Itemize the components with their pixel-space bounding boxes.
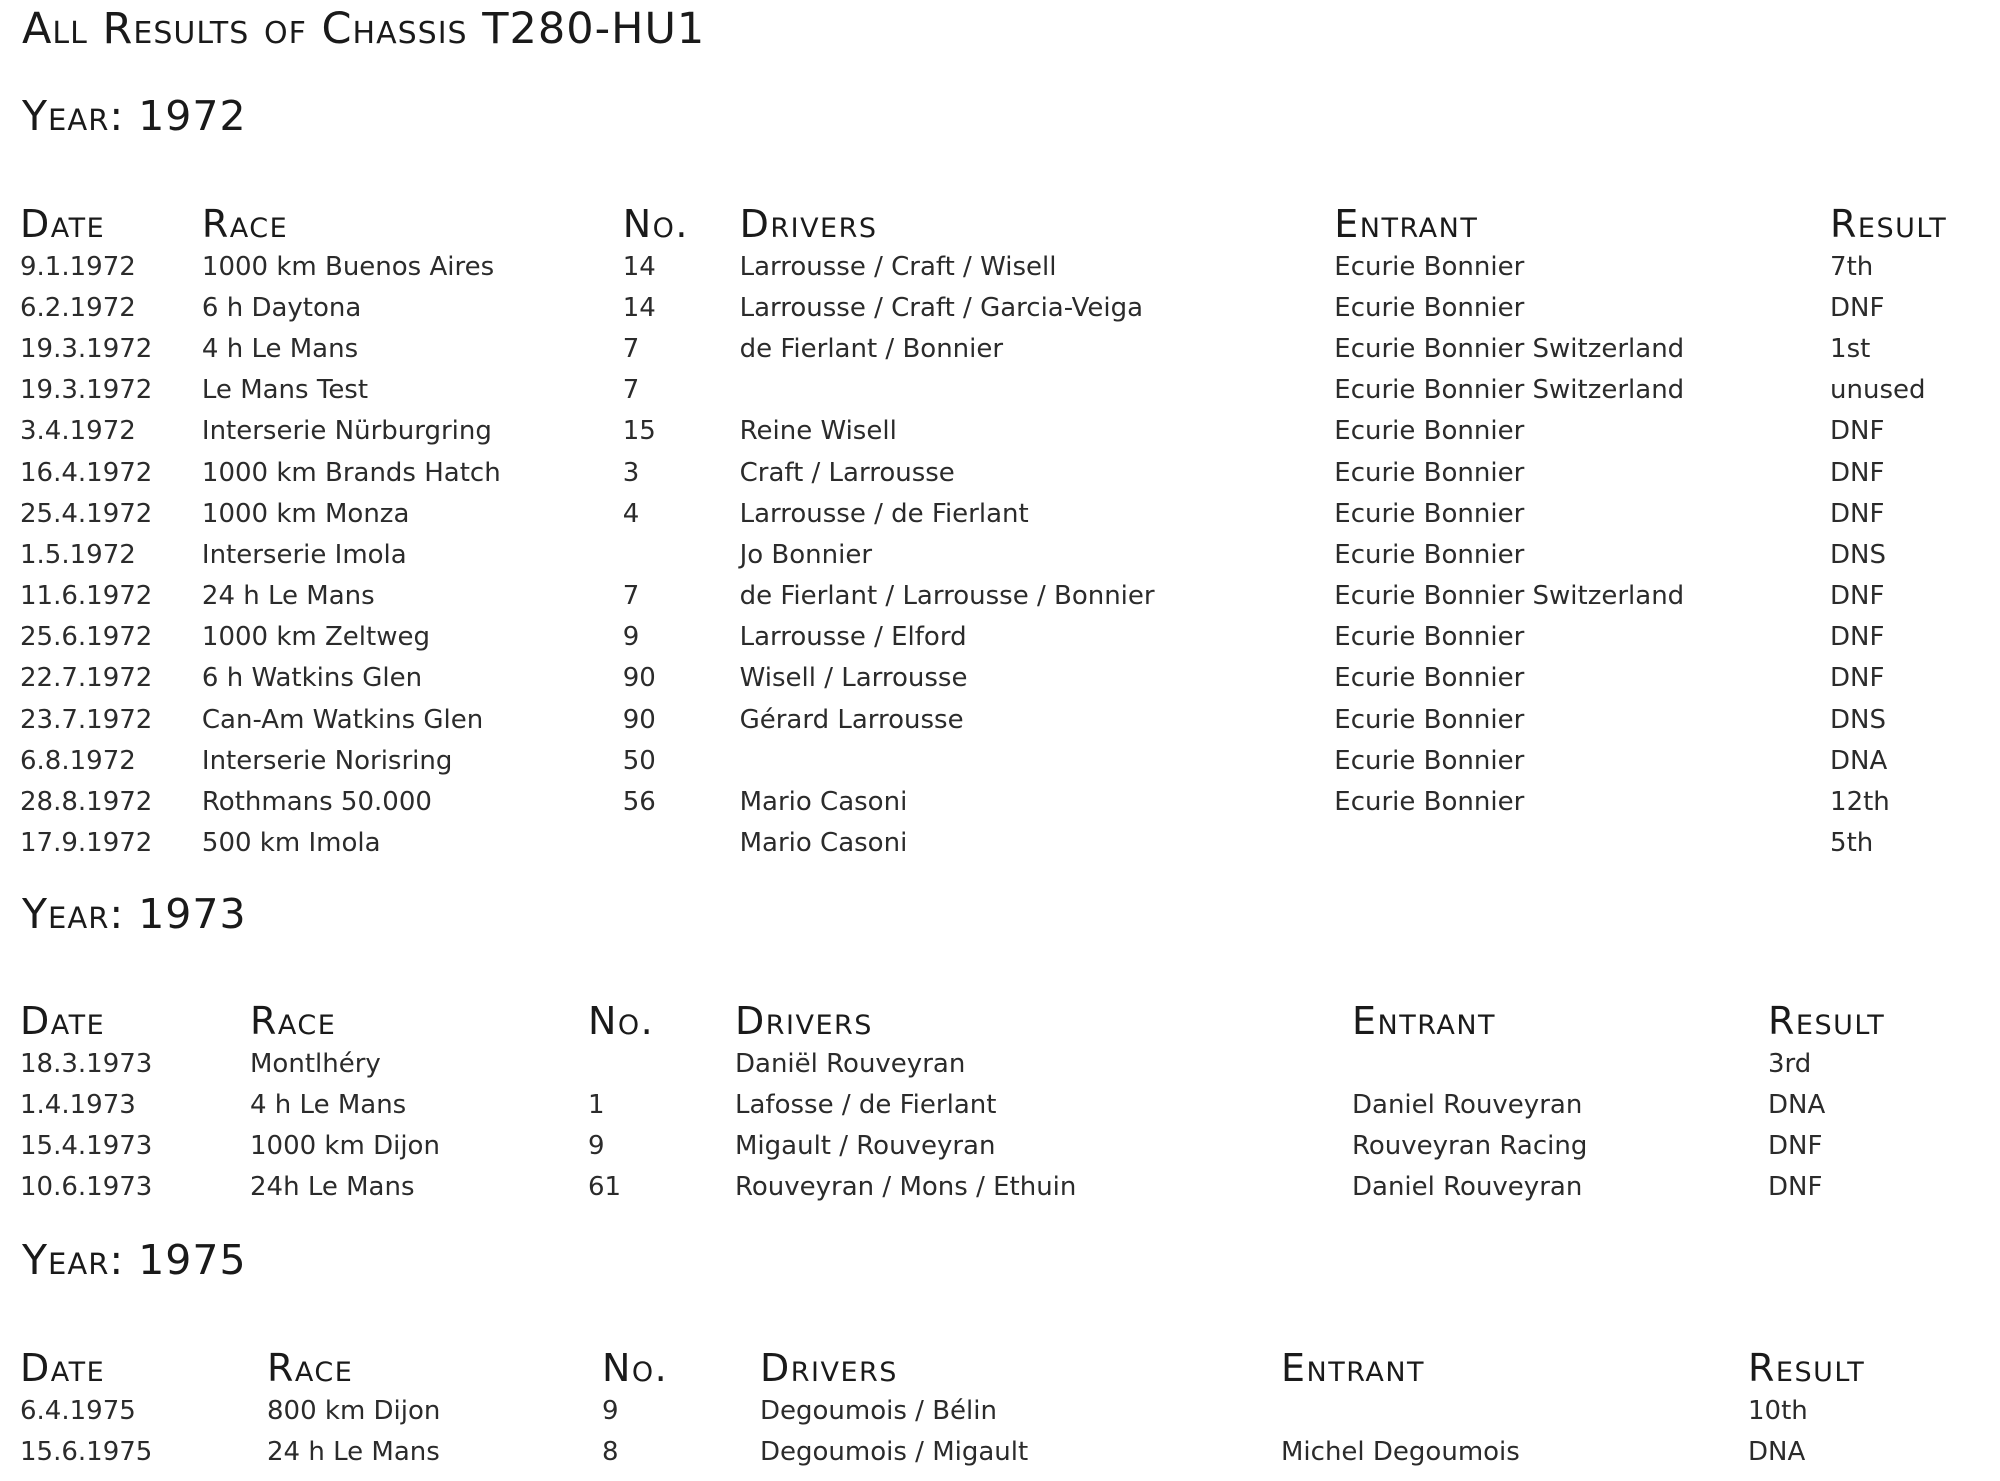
- table-row: [20, 370, 2000, 411]
- table-row: [20, 1431, 1918, 1472]
- cell-date: 10.6.1973: [20, 1172, 153, 1203]
- cell-race: 800 km Dijon: [267, 1395, 441, 1426]
- cell-race: Interserie Imola: [201, 539, 407, 570]
- year-heading-1973: Year: 1973: [22, 890, 247, 938]
- cell-number: 7: [622, 333, 640, 364]
- cell-entrant: Rouveyran Racing: [1352, 1130, 1588, 1161]
- table-row: [20, 328, 2000, 369]
- cell-drivers: Larrousse / de Fierlant: [739, 498, 1029, 529]
- cell-number: 9: [622, 622, 640, 653]
- column-header-drivers: Drivers: [760, 1346, 898, 1390]
- cell-race: 24 h Le Mans: [201, 581, 375, 612]
- cell-race: Can-Am Watkins Glen: [201, 704, 484, 735]
- table-row: [20, 576, 2000, 617]
- cell-number: 9: [588, 1130, 605, 1161]
- cell-entrant: Daniel Rouveyran: [1352, 1089, 1583, 1120]
- column-header-date: Date: [20, 1346, 106, 1390]
- cell-date: 6.4.1975: [20, 1395, 136, 1426]
- cell-race: Rothmans 50.000: [201, 787, 432, 818]
- cell-race: 6 h Watkins Glen: [201, 663, 423, 694]
- cell-entrant: [1334, 823, 1830, 864]
- table-row: [20, 287, 2000, 328]
- column-header-number: No.: [588, 999, 655, 1043]
- cell-result: DNF: [1768, 1172, 1823, 1203]
- cell-drivers: Wisell / Larrousse: [739, 663, 968, 694]
- cell-race: 4 h Le Mans: [250, 1089, 407, 1120]
- cell-race: 500 km Imola: [201, 828, 381, 859]
- cell-drivers: Mario Casoni: [739, 787, 908, 818]
- cell-number: 50: [622, 745, 656, 776]
- cell-drivers: [740, 370, 1335, 411]
- table-row: [20, 617, 2000, 658]
- cell-date: 22.7.1972: [20, 663, 153, 694]
- cell-drivers: Larrousse / Craft / Wisell: [739, 251, 1057, 282]
- table-row: [20, 1167, 1938, 1208]
- cell-entrant: [1352, 1043, 1768, 1084]
- cell-result: DNF: [1830, 416, 1885, 447]
- table-row: [20, 1125, 1938, 1166]
- cell-race: Interserie Norisring: [201, 745, 453, 776]
- cell-number: 4: [622, 498, 640, 529]
- column-header-number: No.: [622, 202, 689, 246]
- cell-number: 15: [622, 416, 656, 447]
- column-header-drivers: Drivers: [735, 999, 873, 1043]
- cell-entrant: Ecurie Bonnier: [1334, 251, 1525, 282]
- cell-result: DNF: [1830, 292, 1885, 323]
- table-header-row: [20, 985, 1938, 1043]
- table-row: [20, 658, 2000, 699]
- cell-drivers: Daniël Rouveyran: [735, 1048, 966, 1079]
- cell-drivers: Larrousse / Elford: [739, 622, 967, 653]
- page-title: All Results of Chassis T280-HU1: [22, 4, 706, 54]
- cell-result: 12th: [1830, 787, 1890, 818]
- table-row: [20, 534, 2000, 575]
- results-table-1972: [20, 188, 2000, 864]
- cell-date: 1.4.1973: [20, 1089, 136, 1120]
- cell-drivers: Larrousse / Craft / Garcia-Veiga: [739, 292, 1144, 323]
- cell-result: DNS: [1830, 704, 1887, 735]
- cell-date: 25.4.1972: [20, 498, 153, 529]
- cell-race: Montlhéry: [250, 1048, 381, 1079]
- results-table-1975: [20, 1332, 1918, 1472]
- cell-date: 9.1.1972: [20, 251, 136, 282]
- cell-entrant: Ecurie Bonnier Switzerland: [1334, 581, 1685, 612]
- cell-date: 16.4.1972: [20, 457, 153, 488]
- cell-date: 17.9.1972: [20, 828, 153, 859]
- table-row: [20, 823, 2000, 864]
- results-table-1973: [20, 985, 1938, 1208]
- cell-date: 15.6.1975: [20, 1436, 153, 1467]
- cell-result: DNF: [1830, 622, 1885, 653]
- column-header-race: Race: [250, 999, 337, 1043]
- cell-entrant: Ecurie Bonnier Switzerland: [1334, 375, 1685, 406]
- year-heading-1972: Year: 1972: [22, 92, 247, 140]
- cell-entrant: Ecurie Bonnier Switzerland: [1334, 333, 1685, 364]
- cell-date: 6.2.1972: [20, 292, 136, 323]
- cell-drivers: de Fierlant / Bonnier: [739, 333, 1004, 364]
- column-header-date: Date: [20, 202, 106, 246]
- cell-result: DNS: [1830, 539, 1887, 570]
- cell-date: 1.5.1972: [20, 539, 136, 570]
- column-header-number: No.: [602, 1346, 669, 1390]
- cell-entrant: Ecurie Bonnier: [1334, 745, 1525, 776]
- table-header-row: [20, 188, 2000, 246]
- column-header-race: Race: [201, 202, 289, 246]
- cell-result: 7th: [1830, 251, 1874, 282]
- cell-date: 23.7.1972: [20, 704, 153, 735]
- cell-result: DNF: [1830, 498, 1885, 529]
- cell-result: DNA: [1768, 1089, 1826, 1120]
- cell-race: 1000 km Monza: [201, 498, 410, 529]
- cell-race: 1000 km Buenos Aires: [201, 251, 495, 282]
- column-header-entrant: Entrant: [1352, 999, 1497, 1043]
- table-row: [20, 493, 2000, 534]
- cell-entrant: Ecurie Bonnier: [1334, 498, 1525, 529]
- cell-race: 24h Le Mans: [250, 1172, 415, 1203]
- table-row: [20, 246, 2000, 287]
- column-header-race: Race: [267, 1346, 354, 1390]
- cell-date: 19.3.1972: [20, 333, 153, 364]
- cell-race: Interserie Nürburgring: [201, 416, 492, 447]
- cell-entrant: Ecurie Bonnier: [1334, 416, 1525, 447]
- cell-drivers: Degoumois / Bélin: [760, 1395, 997, 1426]
- cell-drivers: Craft / Larrousse: [739, 457, 955, 488]
- cell-result: 5th: [1830, 828, 1874, 859]
- cell-result: DNF: [1830, 581, 1885, 612]
- cell-entrant: Ecurie Bonnier: [1334, 539, 1525, 570]
- cell-result: 10th: [1748, 1395, 1808, 1426]
- cell-entrant: Ecurie Bonnier: [1334, 704, 1525, 735]
- cell-number: [588, 1043, 735, 1084]
- cell-date: 28.8.1972: [20, 787, 153, 818]
- cell-number: 1: [588, 1089, 605, 1120]
- cell-entrant: Ecurie Bonnier: [1334, 622, 1525, 653]
- column-header-drivers: Drivers: [739, 202, 878, 246]
- cell-entrant: Ecurie Bonnier: [1334, 663, 1525, 694]
- cell-number: 9: [602, 1395, 619, 1426]
- cell-result: unused: [1830, 375, 1926, 406]
- cell-result: DNA: [1748, 1436, 1806, 1467]
- cell-drivers: Mario Casoni: [739, 828, 908, 859]
- cell-date: 18.3.1973: [20, 1048, 153, 1079]
- table-row: [20, 781, 2000, 822]
- table-row: [20, 1084, 1938, 1125]
- cell-number: [623, 534, 740, 575]
- cell-number: 3: [622, 457, 640, 488]
- table-header-row: [20, 1332, 1918, 1390]
- cell-drivers: Jo Bonnier: [739, 539, 873, 570]
- cell-number: 14: [622, 251, 656, 282]
- cell-drivers: de Fierlant / Larrousse / Bonnier: [739, 581, 1155, 612]
- cell-number: 61: [588, 1172, 622, 1203]
- cell-drivers: Migault / Rouveyran: [735, 1130, 996, 1161]
- column-header-result: Result: [1748, 1346, 1866, 1390]
- cell-number: 90: [622, 663, 656, 694]
- table-row: [20, 452, 2000, 493]
- cell-result: 1st: [1830, 333, 1871, 364]
- column-header-date: Date: [20, 999, 106, 1043]
- cell-drivers: Rouveyran / Mons / Ethuin: [735, 1172, 1077, 1203]
- cell-race: 6 h Daytona: [201, 292, 362, 323]
- column-header-entrant: Entrant: [1281, 1346, 1426, 1390]
- cell-entrant: Ecurie Bonnier: [1334, 292, 1525, 323]
- cell-entrant: Michel Degoumois: [1281, 1436, 1520, 1467]
- cell-drivers: Lafosse / de Fierlant: [735, 1089, 997, 1120]
- cell-race: Le Mans Test: [201, 375, 369, 406]
- cell-date: 3.4.1972: [20, 416, 136, 447]
- cell-number: 7: [622, 375, 640, 406]
- cell-date: 15.4.1973: [20, 1130, 153, 1161]
- column-header-result: Result: [1830, 202, 1948, 246]
- cell-drivers: [740, 740, 1335, 781]
- table-row: [20, 1043, 1938, 1084]
- cell-date: 25.6.1972: [20, 622, 153, 653]
- table-row: [20, 411, 2000, 452]
- cell-drivers: Degoumois / Migault: [760, 1436, 1029, 1467]
- cell-race: 4 h Le Mans: [201, 333, 359, 364]
- cell-number: 7: [622, 581, 640, 612]
- cell-race: 1000 km Dijon: [250, 1130, 440, 1161]
- cell-date: 6.8.1972: [20, 745, 136, 776]
- table-row: [20, 740, 2000, 781]
- cell-race: 1000 km Brands Hatch: [201, 457, 501, 488]
- cell-number: [623, 823, 740, 864]
- cell-entrant: Ecurie Bonnier: [1334, 787, 1525, 818]
- year-heading-1975: Year: 1975: [22, 1236, 247, 1284]
- cell-result: DNA: [1830, 745, 1888, 776]
- cell-result: 3rd: [1768, 1048, 1812, 1079]
- cell-entrant: [1281, 1390, 1748, 1431]
- table-row: [20, 1390, 1918, 1431]
- cell-result: DNF: [1830, 663, 1885, 694]
- column-header-result: Result: [1768, 999, 1886, 1043]
- cell-number: 14: [622, 292, 656, 323]
- cell-race: 24 h Le Mans: [267, 1436, 440, 1467]
- table-row: [20, 699, 2000, 740]
- cell-result: DNF: [1830, 457, 1885, 488]
- cell-race: 1000 km Zeltweg: [201, 622, 430, 653]
- cell-result: DNF: [1768, 1130, 1823, 1161]
- cell-drivers: Gérard Larrousse: [739, 704, 964, 735]
- cell-entrant: Ecurie Bonnier: [1334, 457, 1525, 488]
- column-header-entrant: Entrant: [1334, 202, 1479, 246]
- cell-number: 8: [602, 1436, 619, 1467]
- cell-number: 90: [622, 704, 656, 735]
- cell-number: 56: [622, 787, 656, 818]
- cell-date: 19.3.1972: [20, 375, 153, 406]
- cell-entrant: Daniel Rouveyran: [1352, 1172, 1583, 1203]
- cell-date: 11.6.1972: [20, 581, 153, 612]
- cell-drivers: Reine Wisell: [739, 416, 897, 447]
